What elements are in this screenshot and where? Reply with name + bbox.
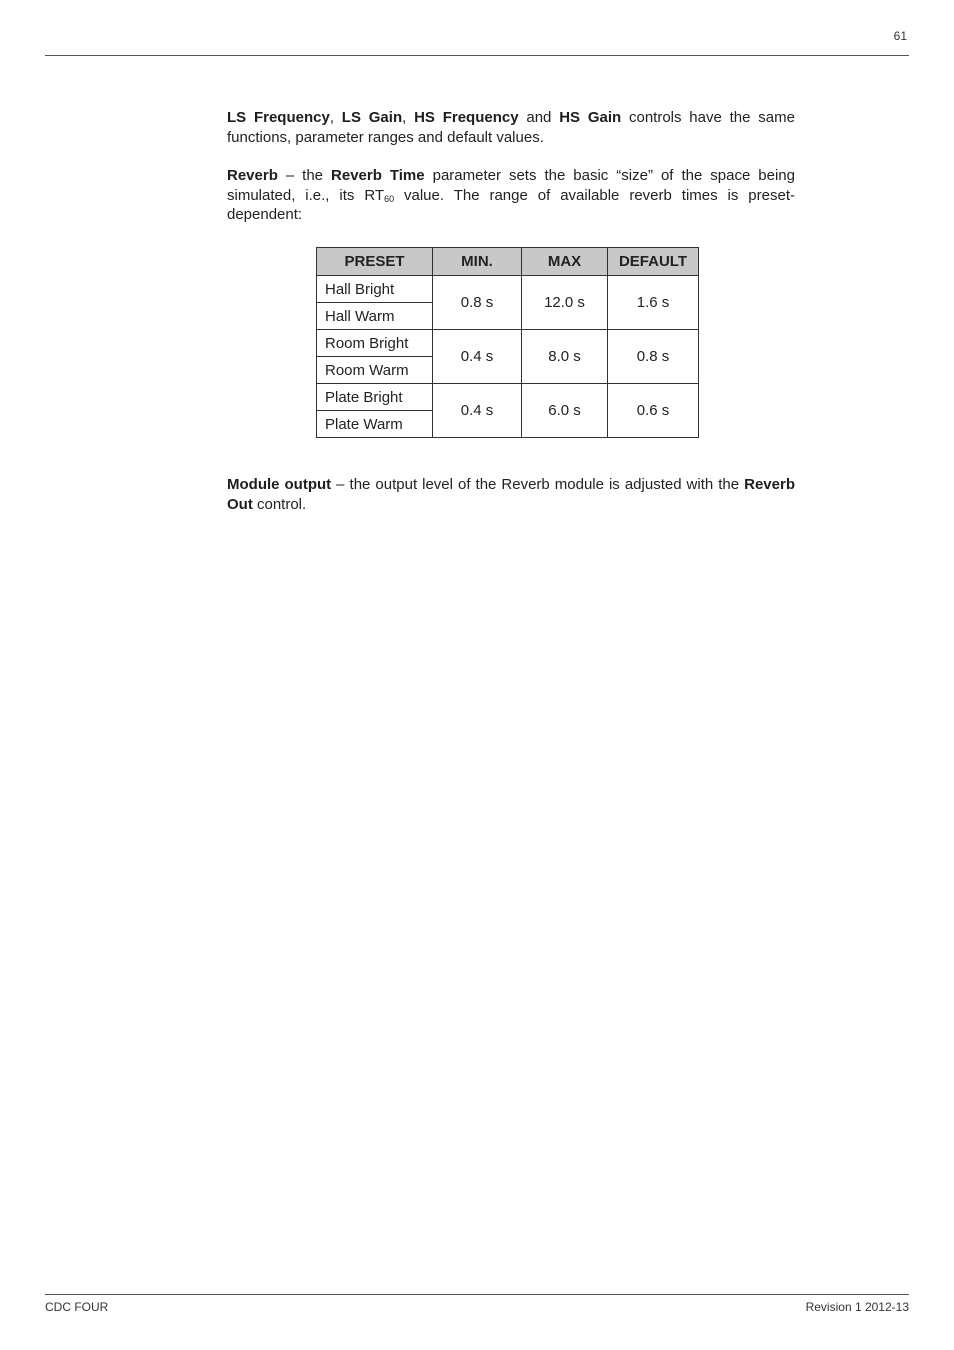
reverb-time-table (316, 247, 699, 438)
footer-rule (45, 1294, 909, 1295)
table-row (317, 330, 699, 357)
header-rule (45, 55, 909, 56)
reverb-text-2: parameter sets the basic “size” of the space being simulated, i.e., its RT (227, 167, 795, 204)
intro-rest: controls have the same functions, parameter ranges and default values. (227, 109, 795, 146)
table-row (317, 276, 699, 303)
preset-cell: Hall Bright (317, 276, 433, 303)
header-min: MIN. (433, 248, 522, 276)
header-max: MAX (522, 248, 608, 276)
footer-product-name: CDC FOUR (45, 1300, 109, 1314)
term-hs-frequency: HS Frequency (414, 109, 519, 126)
term-ls-gain: LS Gain (341, 109, 403, 126)
page-number: 61 (893, 29, 907, 43)
module-text-2: control. (252, 495, 307, 513)
intro-sep-3: and (518, 109, 560, 126)
term-reverb-out: Reverb Out (227, 476, 795, 513)
preset-cell: Plate Bright (317, 384, 433, 411)
default-cell: 0.6 s (608, 384, 699, 438)
table-header-row (317, 248, 699, 276)
min-cell: 0.4 s (433, 384, 522, 438)
default-cell: 0.8 s (608, 330, 699, 384)
preset-cell: Plate Warm (317, 411, 433, 438)
reverb-text-1: – the (277, 167, 332, 184)
intro-sep-2: , (402, 109, 415, 126)
term-ls-frequency: LS Frequency (227, 109, 330, 126)
rt-subscript: 60 (384, 193, 395, 204)
term-reverb: Reverb (227, 167, 278, 184)
max-cell: 12.0 s (522, 276, 608, 330)
default-cell: 1.6 s (608, 276, 699, 330)
term-module-output: Module output (227, 476, 332, 493)
module-output-paragraph (227, 475, 795, 514)
intro-sep-1: , (329, 109, 342, 126)
table-row (317, 384, 699, 411)
module-text-1: – the output level of the Reverb module is adjusted with the (331, 476, 745, 493)
min-cell: 0.8 s (433, 276, 522, 330)
max-cell: 6.0 s (522, 384, 608, 438)
intro-paragraph (227, 108, 795, 147)
footer-revision: Revision 1 2012-13 (805, 1300, 909, 1314)
header-default: DEFAULT (608, 248, 699, 276)
body-text (227, 108, 795, 244)
preset-cell: Room Bright (317, 330, 433, 357)
term-hs-gain: HS Gain (559, 109, 622, 126)
term-reverb-time: Reverb Time (331, 167, 425, 184)
reverb-paragraph (227, 166, 795, 225)
reverb-text-3: value. The range of available reverb times is preset-dependent: (227, 186, 795, 223)
preset-cell: Room Warm (317, 357, 433, 384)
reverb-time-table-wrapper (316, 247, 699, 438)
max-cell: 8.0 s (522, 330, 608, 384)
header-preset: PRESET (317, 248, 433, 276)
min-cell: 0.4 s (433, 330, 522, 384)
preset-cell: Hall Warm (317, 303, 433, 330)
